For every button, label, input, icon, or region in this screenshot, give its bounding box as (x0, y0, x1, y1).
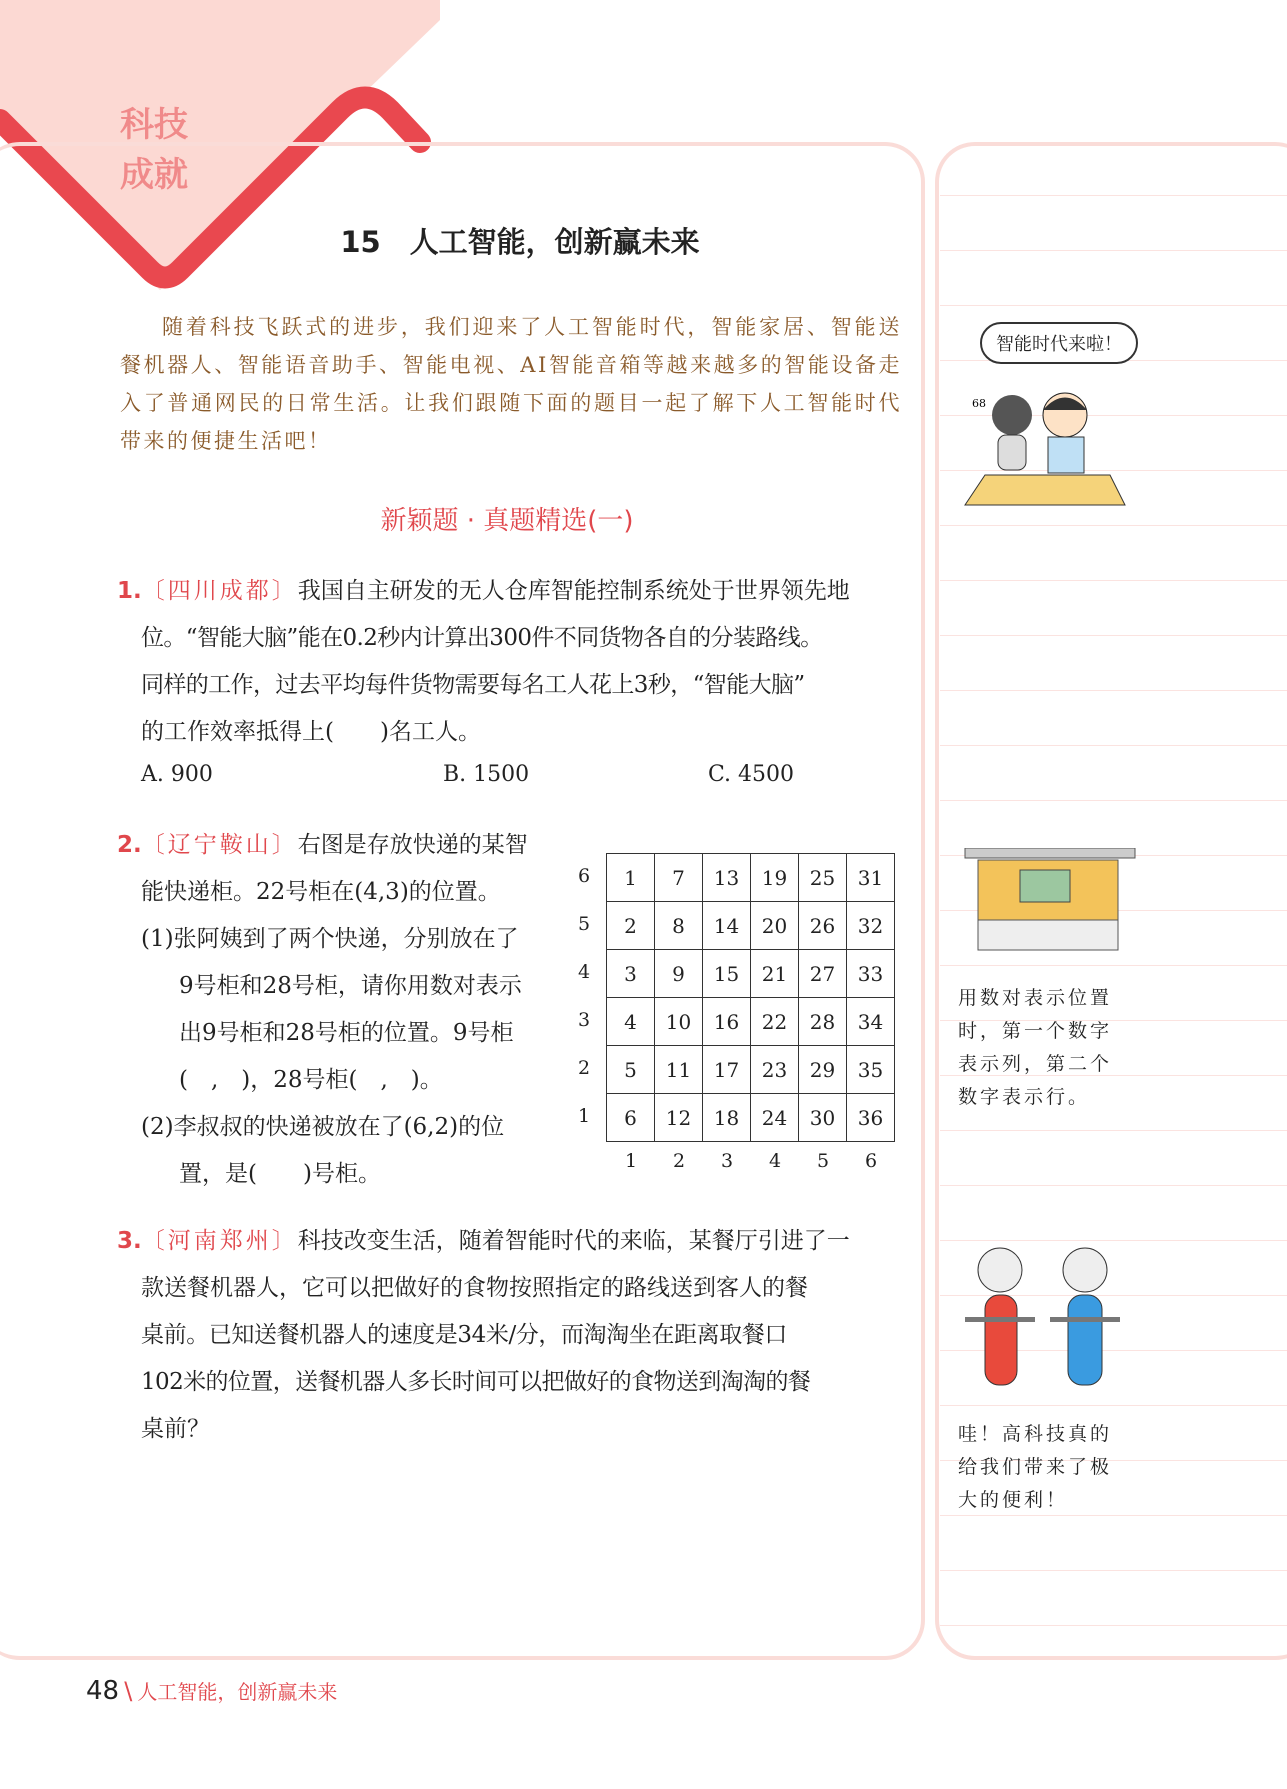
row-label: 4 (578, 961, 591, 983)
option-b: B. 1500 (443, 762, 530, 787)
speech-bubble: 智能时代来啦！ (980, 322, 1138, 364)
page-title: 15 人工智能，创新赢未来 (340, 225, 700, 259)
locker-grid (606, 853, 895, 1142)
robots-illustration (960, 1245, 1130, 1405)
footer-title: 人工智能，创新赢未来 (137, 1680, 338, 1704)
col-label: 5 (816, 1150, 830, 1172)
question-3 (117, 1218, 907, 1453)
grid-cell: 24 (751, 1094, 799, 1142)
grid-cell: 11 (655, 1046, 703, 1094)
q-line: 置，是( )号柜。 (179, 1161, 381, 1187)
grid-cell: 23 (751, 1046, 799, 1094)
q-line: ( , )，28号柜( , )。 (179, 1067, 443, 1093)
grid-cell: 1 (607, 854, 655, 902)
col-label: 2 (672, 1150, 686, 1172)
grid-cell: 35 (847, 1046, 895, 1094)
ruled-line (940, 690, 1287, 691)
grid-cell: 29 (799, 1046, 847, 1094)
tip-note: 哇！高科技真的给我们带来了极大的便利！ (958, 1423, 1113, 1511)
grid-row (607, 1094, 895, 1142)
q-num: 1. (117, 578, 142, 604)
kids-robot-illustration (960, 385, 1130, 510)
q-line: 同样的工作，过去平均每件货物需要每名工人花上3秒，“智能大脑” (141, 672, 805, 698)
grid-cell: 6 (607, 1094, 655, 1142)
grid-cell: 15 (703, 950, 751, 998)
row-label: 3 (578, 1009, 591, 1031)
grid-cell: 21 (751, 950, 799, 998)
grid-cell: 33 (847, 950, 895, 998)
ruled-line (940, 1185, 1287, 1186)
page-number: 48 (86, 1676, 120, 1706)
col-label: 1 (624, 1150, 638, 1172)
ruled-line (940, 195, 1287, 196)
ruled-line (940, 635, 1287, 636)
q-line: 科技改变生活，随着智能时代的来临，某餐厅引进了一 (297, 1228, 850, 1254)
tip-note: 用数对表示位置时，第一个数字表示列，第二个数字表示行。 (958, 987, 1113, 1108)
locker-illustration (960, 848, 1140, 958)
row-label: 6 (578, 865, 591, 887)
grid-cell: 3 (607, 950, 655, 998)
ruled-line (940, 1405, 1287, 1406)
grid-cell: 25 (799, 854, 847, 902)
ruled-line (940, 1625, 1287, 1626)
grid-cell: 10 (655, 998, 703, 1046)
grid-cell: 5 (607, 1046, 655, 1094)
grid-cell: 19 (751, 854, 799, 902)
grid-cell: 28 (799, 998, 847, 1046)
grid-cell: 16 (703, 998, 751, 1046)
section-heading: 新颖题 · 真题精选(一) (380, 506, 634, 536)
question-1 (117, 568, 907, 756)
grid-cell: 17 (703, 1046, 751, 1094)
q-line: 能快递柜。22号柜在(4,3)的位置。 (141, 879, 501, 905)
grid-row (607, 950, 895, 998)
q-line: 我国自主研发的无人仓库智能控制系统处于世界领先地 (297, 578, 850, 604)
q-line: 款送餐机器人，它可以把做好的食物按照指定的路线送到客人的餐 (141, 1275, 808, 1301)
intro-paragraph: 随着科技飞跃式的进步，我们迎来了人工智能时代，智能家居、智能送餐机器人、智能语音助手、智能电视、AI智能音箱等越来越多的智能设备走入了普通网民的日常生活。让我们跟随下面的题目一起了解下人工智能时代带来的便捷生活吧！ (120, 315, 902, 453)
ruled-line (940, 745, 1287, 746)
col-label: 6 (864, 1150, 878, 1172)
ruled-line (940, 580, 1287, 581)
ruled-line (940, 1240, 1287, 1241)
q-line: 桌前。已知送餐机器人的速度是34米/分，而淘淘坐在距离取餐口 (141, 1322, 788, 1348)
grid-cell: 2 (607, 902, 655, 950)
q-line: (2)李叔叔的快递被放在了(6,2)的位 (141, 1114, 505, 1140)
grid-row (607, 902, 895, 950)
row-label: 5 (578, 913, 591, 935)
grid-cell: 14 (703, 902, 751, 950)
q-num: 2. (117, 832, 142, 858)
question-2 (117, 822, 567, 1198)
grid-row (607, 854, 895, 902)
grid-row (607, 998, 895, 1046)
footer-separator: \ (124, 1677, 133, 1705)
q-line: (1)张阿姨到了两个快递，分别放在了 (141, 926, 519, 952)
q-num: 3. (117, 1228, 142, 1254)
grid-cell: 22 (751, 998, 799, 1046)
grid-row (607, 1046, 895, 1094)
q-line: 102米的位置，送餐机器人多长时间可以把做好的食物送到淘淘的餐 (141, 1369, 811, 1395)
option-a: A. 900 (141, 762, 213, 787)
q-line: 右图是存放快递的某智 (297, 832, 528, 858)
grid-cell: 8 (655, 902, 703, 950)
ruled-line (940, 305, 1287, 306)
option-c: C. 4500 (708, 762, 795, 787)
grid-cell: 9 (655, 950, 703, 998)
grid-cell: 36 (847, 1094, 895, 1142)
row-label: 2 (578, 1057, 591, 1079)
col-label: 3 (720, 1150, 734, 1172)
badge-line: 科技 (120, 105, 188, 145)
grid-cell: 27 (799, 950, 847, 998)
col-label: 4 (768, 1150, 782, 1172)
ruled-line (940, 1570, 1287, 1571)
grid-cell: 7 (655, 854, 703, 902)
q-line: 的工作效率抵得上( )名工人。 (141, 719, 481, 745)
q-source: 〔四川成都〕 (141, 578, 298, 604)
page-footer (86, 1676, 337, 1706)
grid-cell: 32 (847, 902, 895, 950)
grid-cell: 12 (655, 1094, 703, 1142)
row-label: 1 (578, 1105, 591, 1127)
q-line: 桌前？ (141, 1416, 210, 1442)
grid-cell: 30 (799, 1094, 847, 1142)
q-line: 位。“智能大脑”能在0.2秒内计算出300件不同货物各自的分装路线。 (141, 625, 823, 651)
grid-cell: 34 (847, 998, 895, 1046)
q-line: 9号柜和28号柜，请你用数对表示 (179, 973, 522, 999)
q-source: 〔河南郑州〕 (141, 1228, 298, 1254)
grid-cell: 13 (703, 854, 751, 902)
badge-line: 成就 (120, 155, 188, 195)
grid-cell: 20 (751, 902, 799, 950)
grid-cell: 4 (607, 998, 655, 1046)
grid-cell: 18 (703, 1094, 751, 1142)
q-line: 出9号柜和28号柜的位置。9号柜 (179, 1020, 514, 1046)
q-source: 〔辽宁鞍山〕 (141, 832, 298, 858)
robot-tag: 68 (972, 397, 986, 410)
grid-cell: 31 (847, 854, 895, 902)
ruled-line (940, 800, 1287, 801)
ruled-line (940, 1130, 1287, 1131)
grid-cell: 26 (799, 902, 847, 950)
ruled-line (940, 965, 1287, 966)
